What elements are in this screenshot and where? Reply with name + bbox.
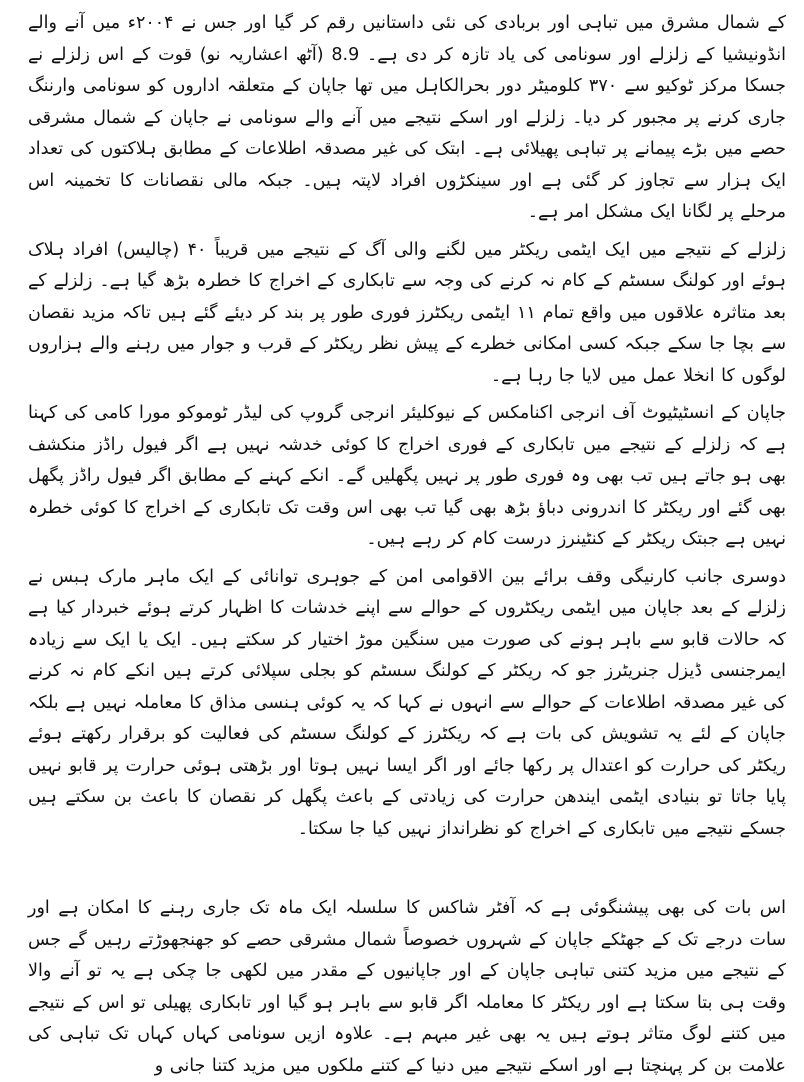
paragraph-energy-institute: جاپان کے انسٹیٹیوٹ آف انرجی اکنامکس کے نیوکلیئر انرجی گروپ کی لیڈر ٹوموکو مورا کامی کی کہنا ہے کہ زلزلے کے نتیجے میں تابکاری کے فوری اخراج کا کوئی خدشہ نہیں ہے اگر فیول راڈز منکشف بھی ہو جاتے ہیں تب بھی وہ فوری طور پر نہیں پگھلیں گے۔ انکے کہنے کے مطابق اگر فیول راڈز پگھل بھی گئے اور ریکٹر کا اندرونی دباؤ بڑھ بھی گیا تب بھی اس وقت تک تابکاری کے اخراج کا کوئی خطرہ نہیں ہے جبتک ریکٹر کے کنٹینرز درست کام کر رہے ہیں۔ [28, 403, 787, 549]
paragraph-carnegie-expert: دوسری جانب کارنیگی وقف برائے بین الاقوامی امن کے جوہری توانائی کے ایک ماہر مارک ہبس نے زلزلے کے بعد جاپان میں ایٹمی ریکٹروں کے حوالے سے اپنے خدشات کا اظہار کرتے ہوئے خبردار کیا ہے کہ حالات قابو سے باہر ہونے کی صورت میں سنگین موڑ اختیار کر سکتے ہیں۔ ایک یا ایک سے زیادہ ایمرجنسی ڈیزل جنریٹرز جو کہ ریکٹر کے کولنگ سسٹم کو بجلی سپلائی کرتے ہیں انکے کام نہ کرنے کی غیر مصدقہ اطلاعات کے حوالے سے انہوں نے کہا کہ یہ کوئی ہنسی مذاق کا معاملہ نہیں ہے بلکہ جاپان کے لئے یہ تشویش کی بات ہے کہ ریکٹرز کے کولنگ سسٹم کی فعالیت کو برقرار رکھتے ہوئے ریکٹر کی حرارت کو اعتدال پر رکھا جائے اور اگر ایسا نہیں ہوتا اور بڑھتی ہوئی حرارت پر قابو نہیں پایا جاتا تو بنیادی ایٹمی ایندھن حرارت کی زیادتی کے باعث پگھل کر نقصان کا باعث بن سکتے ہیں جسکے نتیجے میں تابکاری کے اخراج کو نظرانداز نہیں کیا جا سکتا۔ [28, 566, 786, 839]
paragraph-earthquake-overview: کے شمال مشرق میں تباہی اور بربادی کی نئی داستانیں رقم کر گیا اور جس نے ۲۰۰۴ء میں آنے والے انڈونیشیا کے زلزلے اور سونامی کی یاد تازہ کر دی ہے۔ 8.9 (آٹھ اعشاریہ نو) قوت کے اس زلزلے نے جسکا مرکز ٹوکیو سے ۳۷۰ کلومیٹر دور بحرالکاہل میں تھا جاپان کے متعلقہ اداروں کو سونامی وارننگ جاری کرنے پر مجبور کر دیا۔ زلزلے اور اسکے نتیجے میں آنے والے سونامی نے جاپان کے شمال مشرقی حصے میں بڑے پیمانے پر تباہی پھیلائی ہے۔ ابتک کی غیر مصدقہ اطلاعات کے مطابق ہلاکتوں کی تعداد ایک ہزار سے تجاوز کر گئی ہے اور سینکڑوں افراد لاپتہ ہیں۔ جبکہ مالی نقصانات کا تخمینہ اس مرحلے پر لگانا ایک مشکل امر ہے۔ [28, 13, 787, 222]
paragraph-reactor-fire: زلزلے کے نتیجے میں ایک ایٹمی ریکٹر میں لگنے والی آگ کے نتیجے میں قریباً ۴۰ (چالیس) افراد ہلاک ہوئے اور کولنگ سسٹم کے کام نہ کرنے کی وجہ سے تابکاری کے اخراج کا خطرہ بڑھ گیا ہے۔ زلزلے کے بعد متاثرہ علاقوں میں واقع تمام ۱۱ ایٹمی ریکٹرز فوری طور پر بند کر دیئے گئے ہیں تاکہ مزید نقصان سے بچا جا سکے جبکہ کسی امکانی خطرے کے پیش نظر ریکٹر کے قرب و جوار میں رہنے والے ہزاروں لوگوں کا انخلا عمل میں لایا جا رہا ہے۔ [28, 239, 786, 386]
paragraph-aftershocks: اس بات کی بھی پیشنگوئی ہے کہ آفٹر شاکس کا سلسلہ ایک ماہ تک جاری رہنے کا امکان ہے اور سات درجے تک کے جھٹکے جاپان کے شہروں خصوصاً شمال مشرقی حصے کو جھنجھوڑتے رہیں گے جس کے نتیجے میں مزید کتنی تباہی جاپان کے اور جاپانیوں کے مقدر میں لکھی جا چکی ہے یہ تو آنے والا وقت ہی بتا سکتا ہے اور ریکٹر کا معاملہ اگر قابو سے باہر ہو گیا اور تابکاری پھیلی تو اس کے نتیجے میں کتنے لوگ متاثر ہوتے ہیں یہ بھی غیر مبہم ہے۔ علاوہ ازیں سونامی کہاں کہاں تک تباہی کی علامت بن کر پہنچتا ہے اور اسکے نتیجے میں دنیا کے کتنے ملکوں میں مزید کتنا جانی و [28, 898, 786, 1076]
